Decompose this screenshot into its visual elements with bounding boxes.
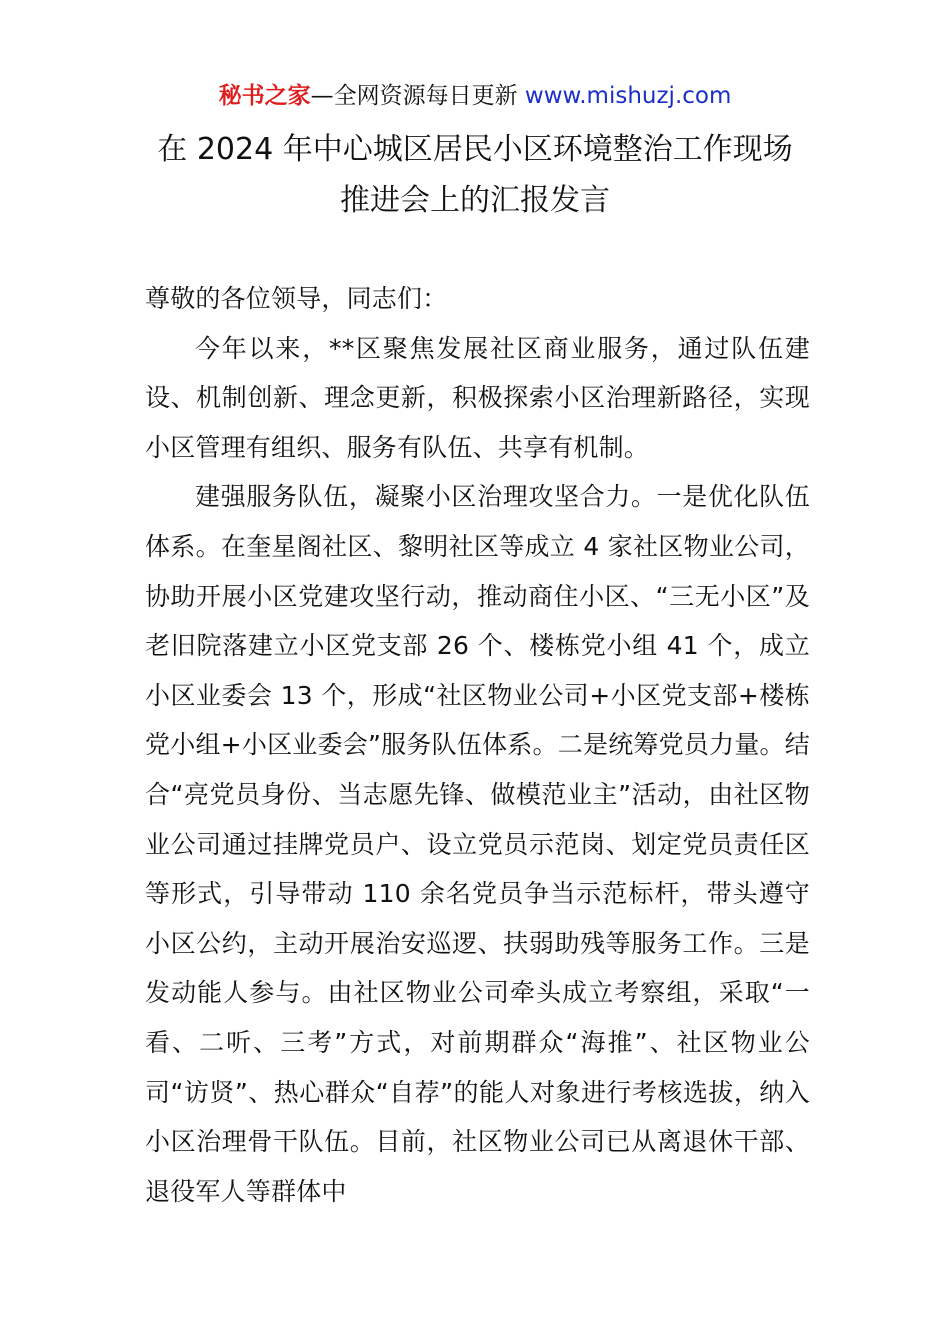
paragraph-intro: 今年以来，**区聚焦发展社区商业服务，通过队伍建设、机制创新、理念更新，积极探索小区治理新路径，实现小区管理有组织、服务有队伍、共享有机制。 (145, 333, 810, 462)
site-url-link[interactable]: www.mishuzj.com (524, 83, 732, 109)
paragraph-service-team: 建强服务队伍，凝聚小区治理攻坚合力。一是优化队伍体系。在奎星阁社区、黎明社区等成立 4 家社区物业公司，协助开展小区党建攻坚行动，推动商住小区、“三无小区”及老旧院落建立小区党支部 26 个、楼栋党小组 41 个，成立小区业委会 13 个，形成“社区物业公司+小区党支部+楼栋党小组+小区业委会”服务队伍体系。二是统筹党员力量。结合“亮党员身份、当志愿先锋、做模范业主”活动，由社区物业公司通过挂牌党员户、设立党员示范岗、划定党员责任区等形式，引导带动 110 余名党员争当示范标杆，带头遵守小区公约，主动开展治安巡逻、扶弱助残等服务工作。三是发动能人参与。由社区物业公司牵头成立考察组，采取“一看、二听、三考”方式，对前期群众“海推”、社区物业公司“访贤”、热心群众“自荐”的能人对象进行考核选拔，纳入小区治理骨干队伍。目前，社区物业公司已从离退休干部、退役军人等群体中 (145, 482, 810, 1206)
site-tagline: —全网资源每日更新 (310, 83, 525, 109)
site-header (0, 80, 950, 112)
title-line-2: 推进会上的汇报发言 (340, 183, 610, 218)
title-line-1: 在 2024 年中心城区居民小区环境整治工作现场 (157, 132, 793, 167)
document-body (145, 274, 810, 1216)
site-brand: 秘书之家 (218, 83, 311, 109)
salutation: 尊敬的各位领导，同志们： (145, 284, 448, 313)
document-title (100, 124, 850, 226)
